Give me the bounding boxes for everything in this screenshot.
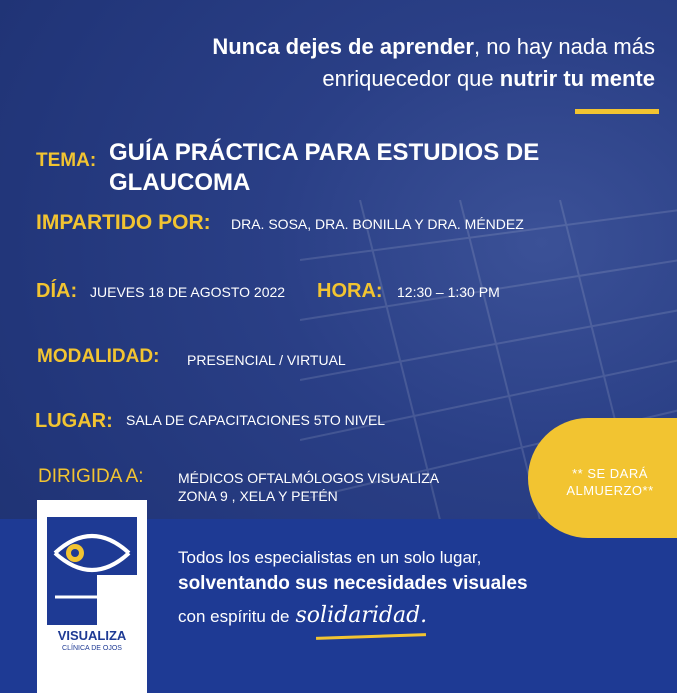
headline-line-1: [212, 34, 655, 60]
dirigida-label: DIRIGIDA A:: [38, 466, 144, 487]
headline-rest-1: , no hay nada más: [473, 34, 655, 59]
tema-title-line-1: GUÍA PRÁCTICA PARA ESTUDIOS DE: [109, 139, 540, 166]
logo-subtitle: CLÍNICA DE OJOS: [62, 645, 122, 652]
tema-title: [109, 138, 539, 198]
slogan-script-word: solidaridad.: [295, 603, 428, 628]
lunch-text-line-2: ALMUERZO**: [566, 483, 654, 498]
lunch-text: [555, 465, 665, 499]
lunch-text-line-1: ** SE DARÁ: [572, 466, 648, 481]
dia-value: JUEVES 18 DE AGOSTO 2022: [90, 284, 286, 300]
tema-title-line-2: GLAUCOMA: [109, 169, 251, 196]
dirigida-value-line-2: ZONA 9 , XELA Y PETÉN: [178, 488, 338, 504]
impartido-value: DRA. SOSA, DRA. BONILLA Y DRA. MÉNDEZ: [231, 216, 524, 232]
dirigida-value-line-1: MÉDICOS OFTALMÓLOGOS VISUALIZA: [178, 470, 440, 486]
visualiza-logo: [37, 500, 147, 693]
modalidad-value: PRESENCIAL / VIRTUAL: [187, 352, 346, 368]
headline-bold-1: Nunca dejes de aprender: [212, 34, 474, 59]
headline-bold-2: nutrir tu mente: [499, 66, 655, 91]
tema-label: TEMA:: [36, 150, 97, 171]
impartido-label: IMPARTIDO POR:: [36, 211, 211, 234]
headline-start-2: enriquecedor que: [322, 66, 500, 91]
dia-label: DÍA:: [36, 280, 78, 302]
slogan-line-3-start: con espíritu de: [178, 607, 290, 626]
headline-line-2: [322, 66, 655, 92]
lugar-value: SALA DE CAPACITACIONES 5TO NIVEL: [126, 412, 386, 428]
logo-name: VISUALIZA: [57, 628, 127, 643]
lugar-label: LUGAR:: [35, 410, 113, 432]
modalidad-label: MODALIDAD:: [37, 346, 160, 367]
headline-underline: [575, 109, 659, 114]
dirigida-value: [178, 469, 439, 505]
slogan-line-2: solventando sus necesidades visuales: [178, 573, 528, 594]
hora-label: HORA:: [317, 280, 383, 302]
slogan-line-3: [178, 603, 427, 628]
hora-value: 12:30 – 1:30 PM: [397, 284, 500, 300]
slogan-line-1: Todos los especialistas en un solo lugar,: [178, 548, 482, 567]
eye-logo-icon: [47, 517, 137, 625]
